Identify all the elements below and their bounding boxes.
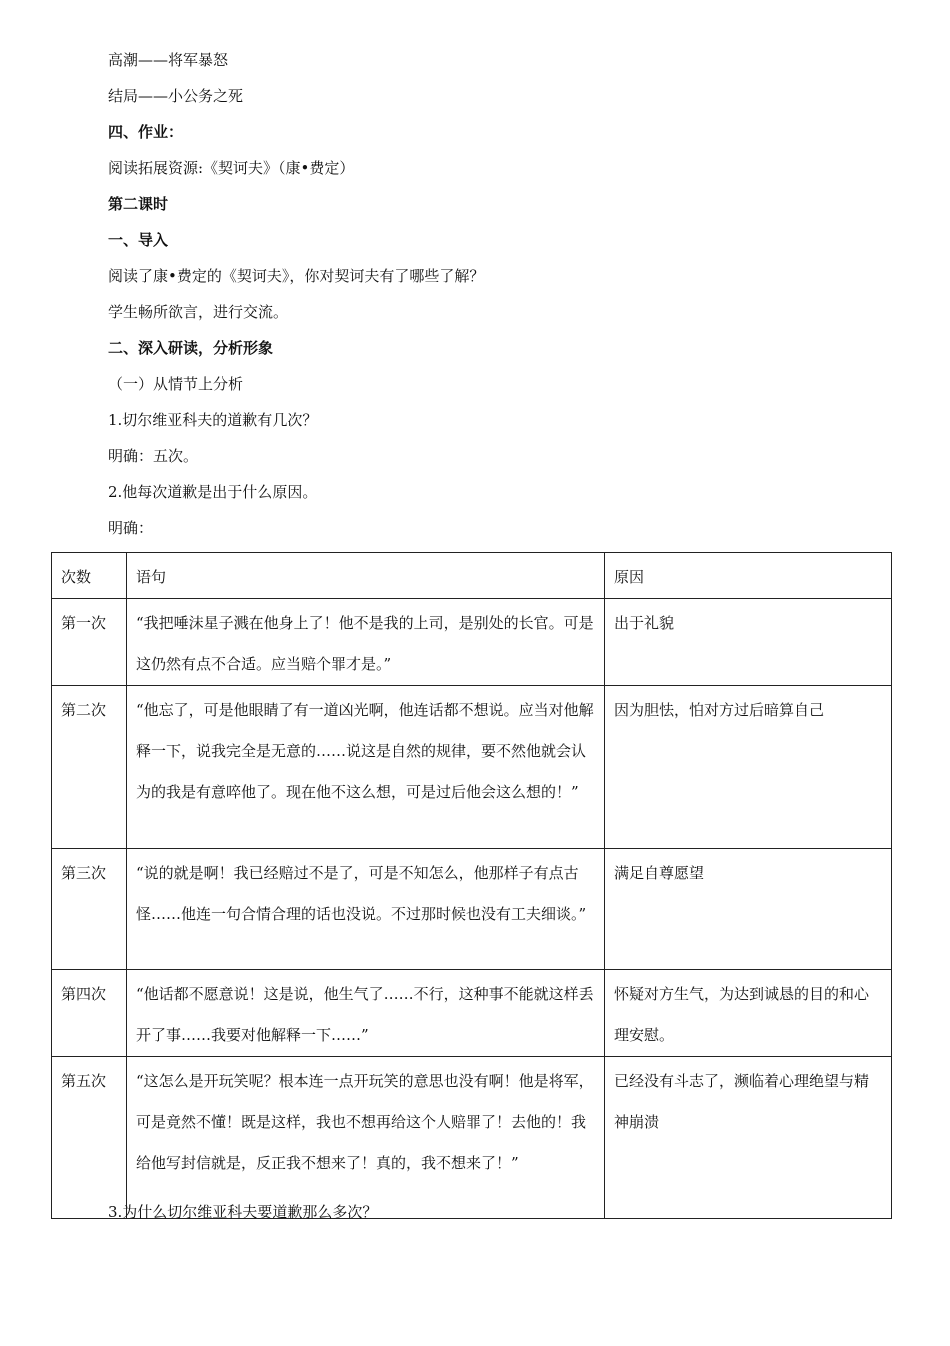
question-2: 2.他每次道歉是出于什么原因。: [108, 483, 318, 501]
heading-second-lesson: 第二课时: [108, 195, 169, 213]
row-quote: “说的就是啊！我已经赔过不是了，可是不知怎么，他那样子有点古怪……他连一句合情合理的话也没说。不过那时候也没有工夫细谈。”: [127, 849, 605, 970]
row-quote: “他话都不愿意说！这是说，他生气了……不行，这种事不能就这样丢开了事……我要对他解释一下……”: [127, 970, 605, 1057]
question-1: 1.切尔维亚科夫的道歉有几次？: [108, 411, 318, 429]
subheading-plot-analysis: （一）从情节上分析: [108, 375, 244, 393]
row-count: 第五次: [52, 1057, 127, 1219]
text-ending: 结局——小公务之死: [108, 87, 244, 105]
row-count: 第三次: [52, 849, 127, 970]
table-row: [52, 970, 892, 1057]
row-quote: “这怎么是开玩笑呢？根本连一点开玩笑的意思也没有啊！他是将军，可是竟然不懂！既是这样，我也不想再给这个人赔罪了！去他的！我给他写封信就是，反正我不想来了！真的，我不想来了！”: [127, 1057, 605, 1219]
answer-1: 明确：五次。: [108, 447, 199, 465]
row-quote: “他忘了，可是他眼睛了有一道凶光啊，他连话都不想说。应当对他解释一下，说我完全是无意的……说这是自然的规律，要不然他就会认为的我是有意啐他了。现在他不这么想，可是过后他会这么想的！”: [127, 686, 605, 849]
header-quote: 语句: [127, 553, 605, 599]
row-reason: 出于礼貌: [605, 599, 892, 686]
question-3: 3.为什么切尔维亚科夫要道歉那么多次？: [108, 1203, 378, 1221]
answer-2-label: 明确：: [108, 519, 154, 537]
text-student-discussion: 学生畅所欲言，进行交流。: [108, 303, 289, 321]
table-row: [52, 599, 892, 686]
header-reason: 原因: [605, 553, 892, 599]
row-reason: 怀疑对方生气，为达到诚恳的目的和心理安慰。: [605, 970, 892, 1057]
text-question-chekhov: 阅读了康•费定的《契诃夫》，你对契诃夫有了哪些了解？: [108, 267, 485, 285]
row-reason: 满足自尊愿望: [605, 849, 892, 970]
row-count: 第二次: [52, 686, 127, 849]
text-reading-resource: 阅读拓展资源:《契诃夫》（康•费定）: [108, 159, 355, 177]
heading-introduction: 一、导入: [108, 231, 169, 249]
heading-deep-study: 二、深入研读，分析形象: [108, 339, 274, 357]
row-count: 第一次: [52, 599, 127, 686]
row-quote: “我把唾沫星子溅在他身上了！他不是我的上司，是别处的长官。可是这仍然有点不合适。应当赔个罪才是。”: [127, 599, 605, 686]
row-count: 第四次: [52, 970, 127, 1057]
table-row: [52, 1057, 892, 1219]
row-reason: 已经没有斗志了，濒临着心理绝望与精神崩溃: [605, 1057, 892, 1219]
heading-homework: 四、作业：: [108, 123, 184, 141]
apology-table: [51, 552, 892, 1219]
table-row: [52, 686, 892, 849]
row-reason: 因为胆怯，怕对方过后暗算自己: [605, 686, 892, 849]
header-count: 次数: [52, 553, 127, 599]
text-climax: 高潮——将军暴怒: [108, 51, 229, 69]
table-row: [52, 849, 892, 970]
table-header-row: [52, 553, 892, 599]
